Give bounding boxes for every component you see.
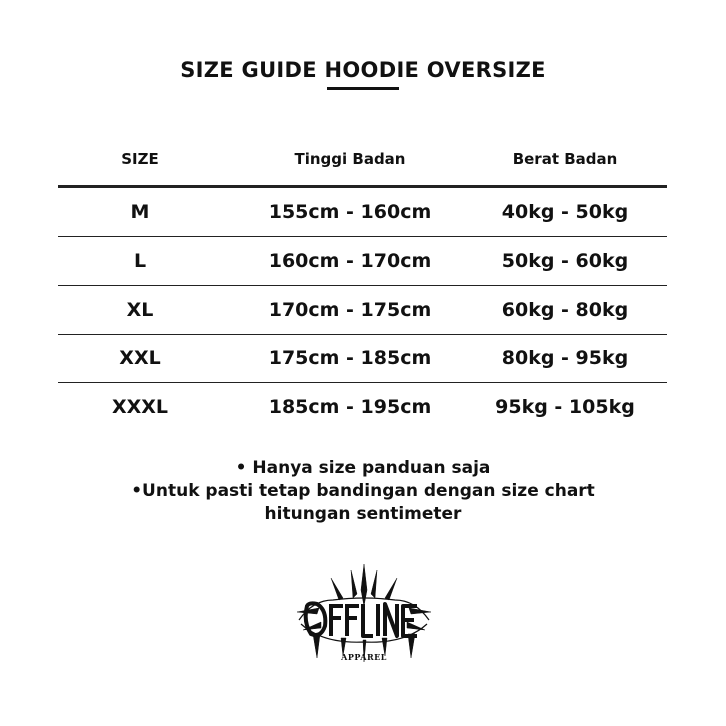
row-height: 185cm - 195cm — [268, 396, 432, 418]
header-weight: Berat Badan — [512, 150, 618, 168]
row-divider — [58, 236, 667, 237]
header-divider — [58, 185, 667, 188]
brand-tagline: APPAREL — [341, 652, 387, 662]
row-height: 175cm - 185cm — [268, 347, 432, 369]
notes — [0, 457, 726, 526]
row-weight: 40kg - 50kg — [501, 201, 629, 223]
note-line: •Untuk pasti tetap bandingan dengan size chart — [131, 481, 595, 501]
note-line: • Hanya size panduan saja — [235, 458, 491, 478]
row-divider — [58, 382, 667, 383]
row-divider — [58, 285, 667, 286]
note-line: hitungan sentimeter — [264, 504, 462, 524]
row-weight: 95kg - 105kg — [495, 396, 635, 418]
row-size: XXL — [119, 347, 161, 369]
row-size: XXXL — [111, 396, 169, 418]
row-height: 155cm - 160cm — [268, 201, 432, 223]
header-height: Tinggi Badan — [294, 150, 406, 168]
row-height: 160cm - 170cm — [268, 250, 432, 272]
header-size: SIZE — [121, 150, 159, 168]
row-weight: 50kg - 60kg — [501, 250, 629, 272]
row-divider — [58, 334, 667, 335]
row-weight: 80kg - 95kg — [501, 347, 629, 369]
row-weight: 60kg - 80kg — [501, 299, 629, 321]
row-size: L — [133, 250, 147, 272]
row-size: XL — [126, 299, 154, 321]
row-size: M — [130, 201, 150, 223]
page-title: SIZE GUIDE HOODIE OVERSIZE — [180, 58, 546, 82]
row-height: 170cm - 175cm — [268, 299, 432, 321]
